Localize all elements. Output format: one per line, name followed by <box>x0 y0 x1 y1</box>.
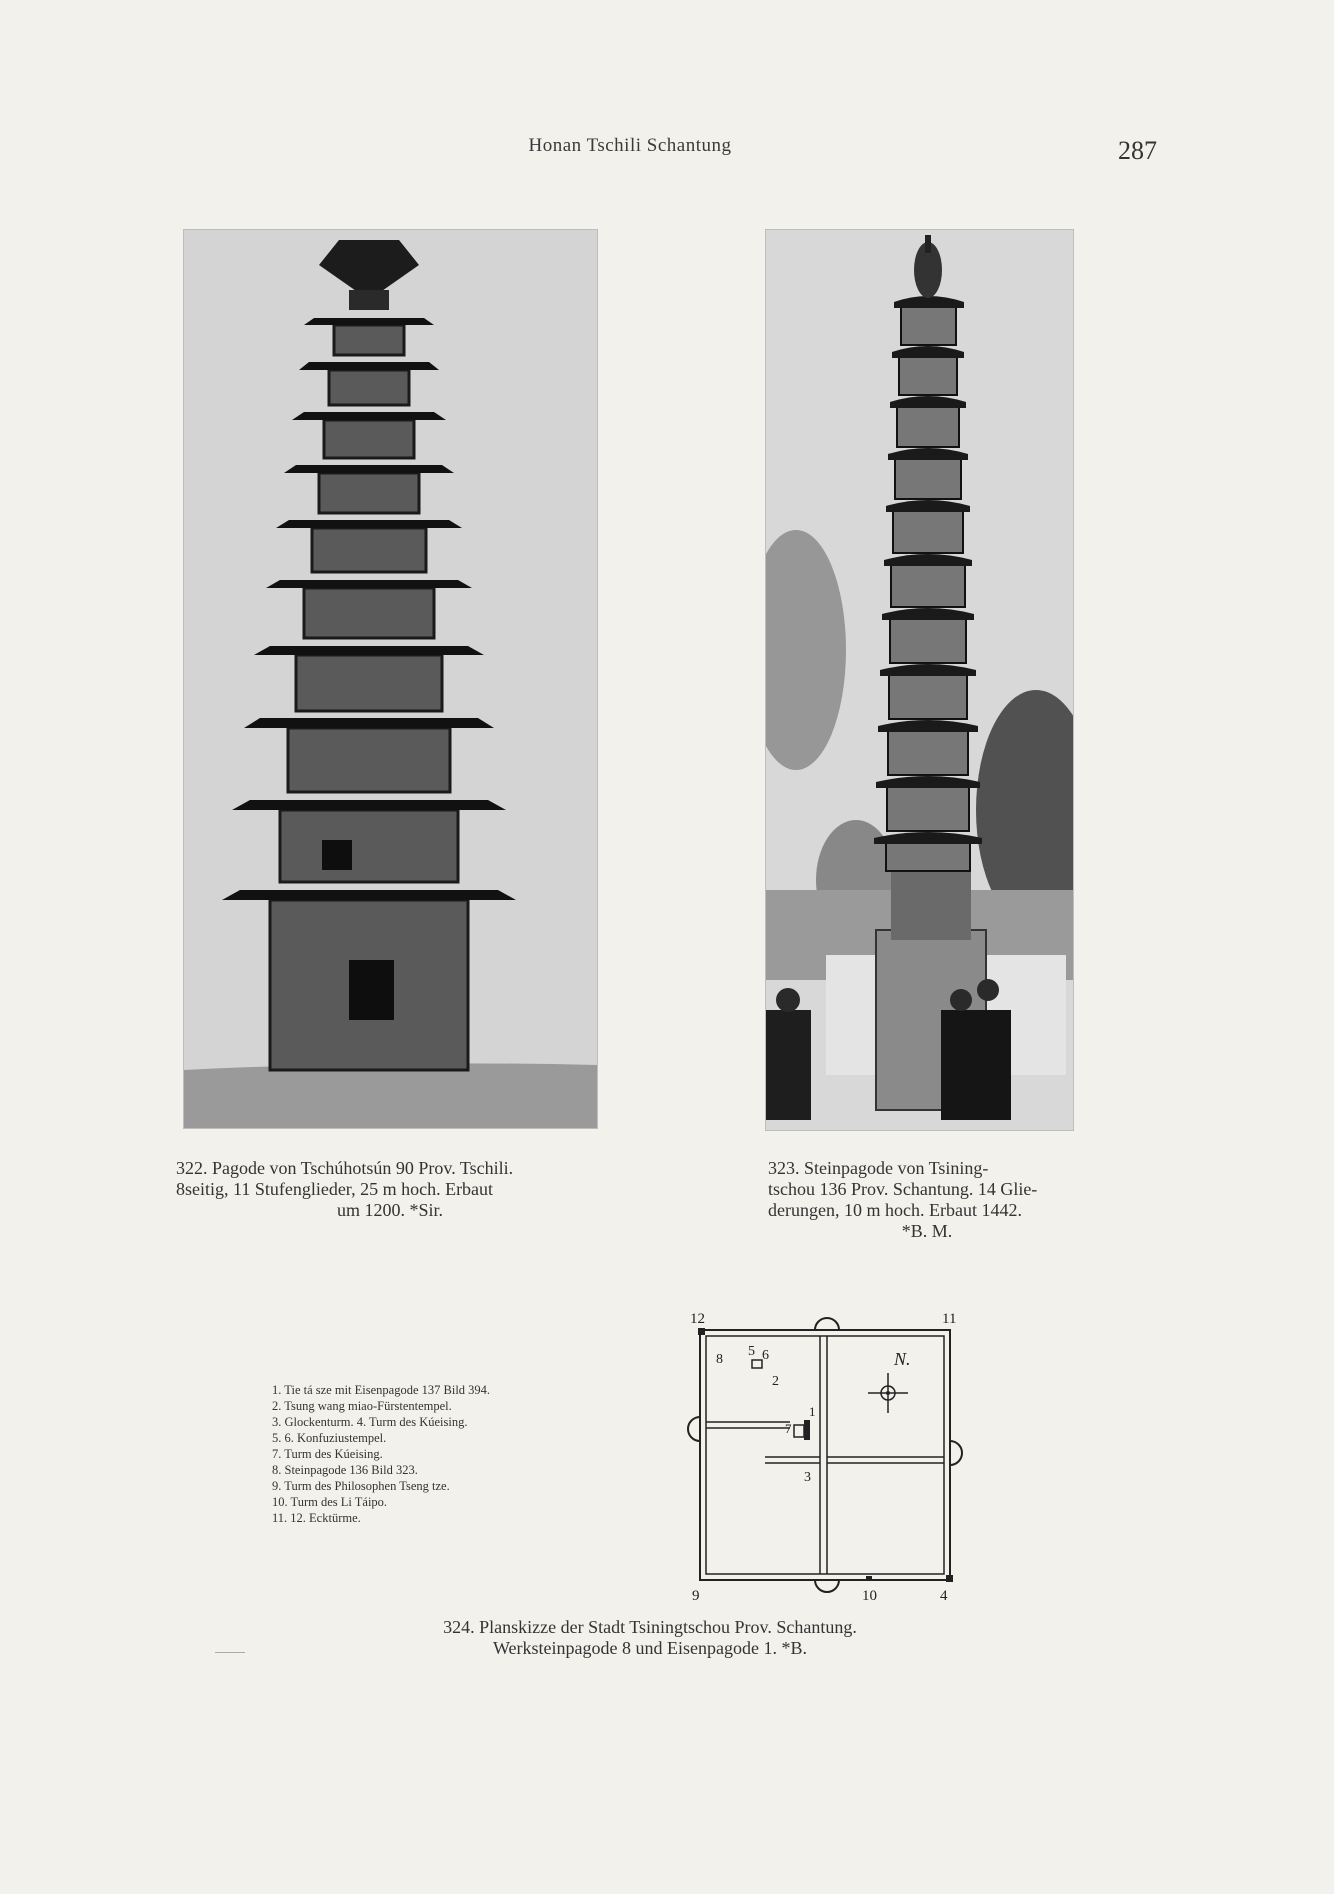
plan-label-6: 6 <box>762 1348 769 1363</box>
photo-323-stone-pagoda <box>765 229 1074 1131</box>
plan-label-3: 3 <box>804 1470 811 1485</box>
plan-label-5: 5 <box>748 1344 755 1359</box>
plan-label-1: 1 <box>809 1404 816 1419</box>
legend-item: 5. 6. Konfuziustempel. <box>272 1431 387 1445</box>
caption-323-line1: 323. Steinpagode von Tsining- <box>768 1158 989 1178</box>
legend-item: 9. Turm des Philosophen Tseng tze. <box>272 1479 450 1493</box>
caption-322-line1: 322. Pagode von Tschúhotsún 90 Prov. Tschili. <box>176 1158 514 1178</box>
photo-322-pagoda <box>183 229 598 1129</box>
caption-322-line2: 8seitig, 11 Stufenglieder, 25 m hoch. Erbaut <box>176 1179 494 1199</box>
city-plan <box>680 1305 980 1605</box>
caption-324-line1: 324. Planskizze der Stadt Tsiningtschou Prov. Schantung. <box>443 1617 857 1637</box>
legend-item: 10. Turm des Li Táipo. <box>272 1495 388 1509</box>
legend-item: 8. Steinpagode 136 Bild 323. <box>272 1463 418 1477</box>
plan-label-10: 10 <box>862 1588 877 1604</box>
plan-label-11: 11 <box>942 1311 957 1327</box>
legend-item: 2. Tsung wang miao-Fürstentempel. <box>272 1399 452 1413</box>
caption-323-line2: tschou 136 Prov. Schantung. 14 Glie- <box>768 1179 1038 1199</box>
plan-label-12: 12 <box>690 1311 705 1327</box>
page-number: 287 <box>1118 136 1157 165</box>
running-title: Honan Tschili Schantung <box>528 135 732 156</box>
plan-label-4: 4 <box>940 1588 948 1604</box>
legend-item: 11. 12. Ecktürme. <box>272 1511 361 1525</box>
caption-322 <box>176 1158 604 1221</box>
caption-324 <box>340 1617 960 1659</box>
margin-mark <box>215 1652 245 1653</box>
caption-324-line2: Werksteinpagode 8 und Eisenpagode 1. *B. <box>493 1638 807 1658</box>
caption-323-line3: derungen, 10 m hoch. Erbaut 1442. <box>768 1200 1022 1220</box>
caption-323 <box>768 1158 1086 1242</box>
plan-label-7: 7 <box>785 1421 792 1436</box>
north-label: N. <box>894 1349 911 1369</box>
plan-label-2: 2 <box>772 1374 779 1389</box>
plan-legend <box>272 1382 632 1526</box>
plan-label-8: 8 <box>716 1352 723 1367</box>
legend-item: 3. Glockenturm. 4. Turm des Kúeising. <box>272 1415 468 1429</box>
caption-323-line4: *B. M. <box>901 1221 953 1241</box>
legend-item: 1. Tie tá sze mit Eisenpagode 137 Bild 394. <box>272 1383 491 1397</box>
plan-label-9: 9 <box>692 1588 700 1604</box>
legend-item: 7. Turm des Kúeising. <box>272 1447 383 1461</box>
caption-322-line3: um 1200. *Sir. <box>336 1200 443 1220</box>
